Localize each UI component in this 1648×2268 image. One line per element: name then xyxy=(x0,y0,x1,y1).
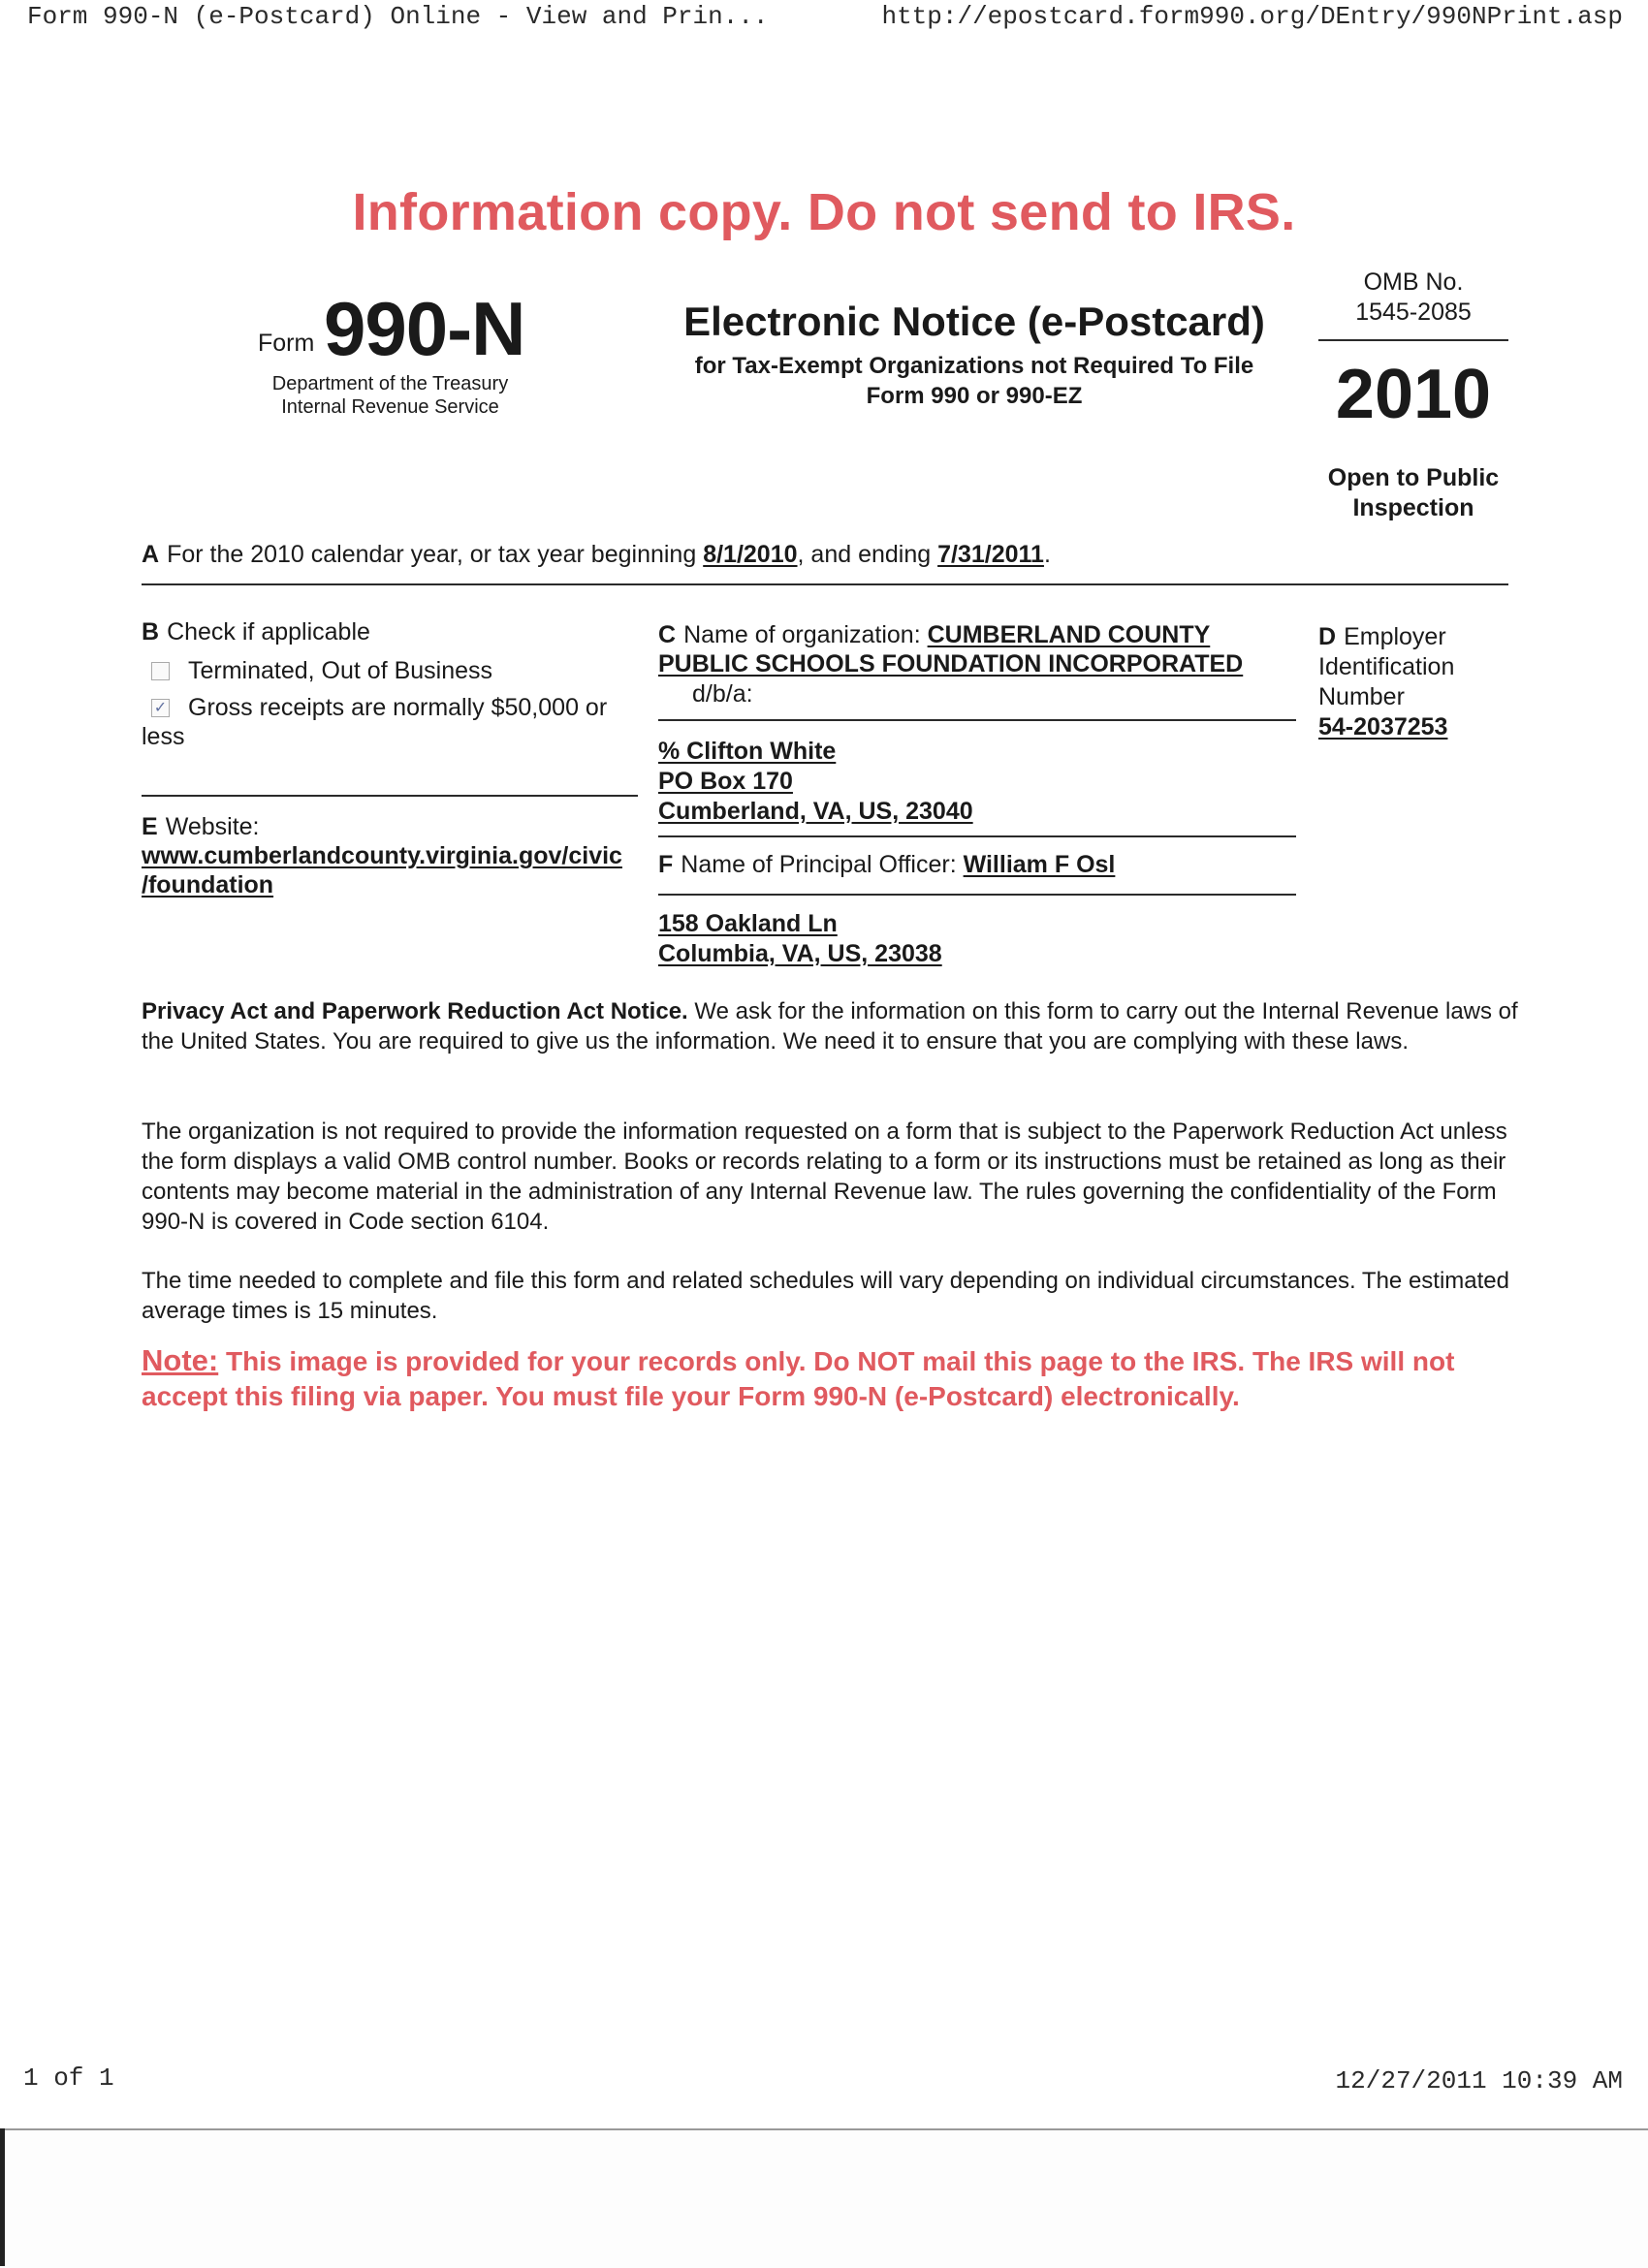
section-d-letter: D xyxy=(1318,623,1337,650)
org-name-line1: CUMBERLAND COUNTY xyxy=(927,621,1211,648)
officer-address xyxy=(658,909,942,969)
form-word: Form xyxy=(258,330,315,357)
organization-address xyxy=(658,737,973,827)
officer-address-line1: 158 Oakland Ln xyxy=(658,910,838,937)
omb-block xyxy=(1318,268,1508,328)
open-public-line2: Inspection xyxy=(1352,494,1474,521)
address-divider xyxy=(658,835,1296,837)
section-d-ein xyxy=(1318,622,1503,742)
scan-edge-mark xyxy=(0,2128,5,2266)
website-url-line1[interactable]: www.cumberlandcounty.virginia.gov/civic xyxy=(142,842,622,869)
form-title: Electronic Notice (e-Postcard) xyxy=(683,299,1265,344)
line-a-mid: , and ending xyxy=(797,541,932,568)
note-text: This image is provided for your records only. Do NOT mail this page to the IRS. The IRS will not accept this filing via paper. You must file your Form 990-N (e-Postcard) electronically. xyxy=(142,1346,1455,1411)
omb-label: OMB No. xyxy=(1363,268,1464,296)
section-b-letter: B xyxy=(142,618,160,646)
privacy-heading: Privacy Act and Paperwork Reduction Act Notice. xyxy=(142,998,688,1024)
privacy-paragraph-1 xyxy=(142,996,1518,1056)
open-public-line1: Open to Public xyxy=(1327,464,1500,491)
section-f-letter: F xyxy=(658,851,674,878)
ein-label-line2: Identification xyxy=(1318,653,1455,680)
ein-label-line3: Number xyxy=(1318,683,1405,710)
omb-divider xyxy=(1318,339,1508,341)
note-label: Note: xyxy=(142,1343,219,1377)
section-b-check-if-applicable xyxy=(142,617,646,751)
line-a-tax-year xyxy=(142,541,1051,569)
tax-year-end-date: 7/31/2011 xyxy=(937,541,1044,568)
section-f-principal-officer xyxy=(658,851,1115,879)
care-of-name: % Clifton White xyxy=(658,738,837,765)
line-a-letter: A xyxy=(142,541,160,568)
gross-receipts-checkbox[interactable]: ✓ xyxy=(151,699,170,717)
line-a-divider xyxy=(142,583,1508,585)
section-c-letter: C xyxy=(658,621,677,648)
gross-receipts-option xyxy=(142,693,646,722)
agency-name: Internal Revenue Service xyxy=(281,396,499,418)
principal-officer-name: William F Osl xyxy=(963,851,1116,878)
ein-number: 54-2037253 xyxy=(1318,713,1448,740)
privacy-text-1: We ask for the information on this form to carry out the Internal Revenue laws of the United States. You are required to give us the information. We need it to ensure that you are complying with these laws. xyxy=(142,998,1518,1055)
print-header-title: Form 990-N (e-Postcard) Online - View and Prin... xyxy=(27,2,769,31)
org-address-line1: PO Box 170 xyxy=(658,768,793,795)
form-subtitle-line2: Form 990 or 990-EZ xyxy=(866,383,1083,409)
section-f-label: Name of Principal Officer: xyxy=(681,851,957,878)
dba-label: d/b/a: xyxy=(692,680,753,708)
open-to-public-inspection xyxy=(1318,463,1508,523)
ein-label-line1: Employer xyxy=(1344,623,1446,650)
omb-number: 1545-2085 xyxy=(1355,299,1472,326)
form-subtitle-line1: for Tax-Exempt Organizations not Required To File xyxy=(694,353,1254,379)
officer-address-line2: Columbia, VA, US, 23038 xyxy=(658,940,942,967)
department-name: Department of the Treasury xyxy=(271,373,509,394)
form-number: 990-N xyxy=(324,286,525,371)
tax-year: 2010 xyxy=(1335,356,1492,433)
terminated-option xyxy=(142,656,646,685)
section-b-label: Check if applicable xyxy=(167,618,370,646)
section-c-label: Name of organization: xyxy=(683,621,921,648)
print-footer-page: 1 of 1 xyxy=(23,2063,114,2093)
section-e-letter: E xyxy=(142,813,158,840)
information-copy-banner: Information copy. Do not send to IRS. xyxy=(352,183,1296,241)
department-line xyxy=(233,372,548,419)
org-name-line2: PUBLIC SCHOOLS FOUNDATION INCORPORATED xyxy=(658,650,1244,677)
terminated-label: Terminated, Out of Business xyxy=(188,657,493,684)
form-subtitle xyxy=(630,351,1318,411)
section-c-divider xyxy=(658,719,1296,721)
line-a-text: For the 2010 calendar year, or tax year beginning xyxy=(167,541,697,568)
section-f-divider xyxy=(658,894,1296,896)
gross-receipts-label: Gross receipts are normally $50,000 or xyxy=(188,694,608,721)
tax-year-begin-date: 8/1/2010 xyxy=(703,541,798,568)
website-url-line2[interactable]: /foundation xyxy=(142,871,274,898)
section-e-website xyxy=(142,812,646,899)
terminated-checkbox[interactable] xyxy=(151,662,170,680)
print-footer-timestamp: 12/27/2011 10:39 AM xyxy=(1335,2066,1623,2095)
org-address-line2: Cumberland, VA, US, 23040 xyxy=(658,798,973,825)
section-c-organization xyxy=(658,620,1298,678)
gross-receipts-label-cont: less xyxy=(142,723,185,750)
scan-page-edge xyxy=(0,2128,1648,2268)
privacy-paragraph-3: The time needed to complete and file this form and related schedules will vary depending on individual circumstances. The estimated average times is 15 minutes. xyxy=(142,1268,1509,1324)
privacy-paragraph-2: The organization is not required to provide the information requested on a form that is subject to the Paperwork Reduction Act unless the form displays a valid OMB control number. Books or records relating to a form or its instructions must be retained as long as their contents may become material in the administration of any Internal Revenue law. The rules governing the confidentiality of the Form 990-N is covered in Code section 6104. xyxy=(142,1118,1507,1235)
section-e-label: Website: xyxy=(165,813,260,840)
section-b-divider xyxy=(142,795,638,797)
line-a-end: . xyxy=(1043,541,1051,568)
print-header-url: http://epostcard.form990.org/DEntry/990NPrint.asp xyxy=(881,2,1623,31)
paper-filing-note xyxy=(142,1343,1528,1414)
